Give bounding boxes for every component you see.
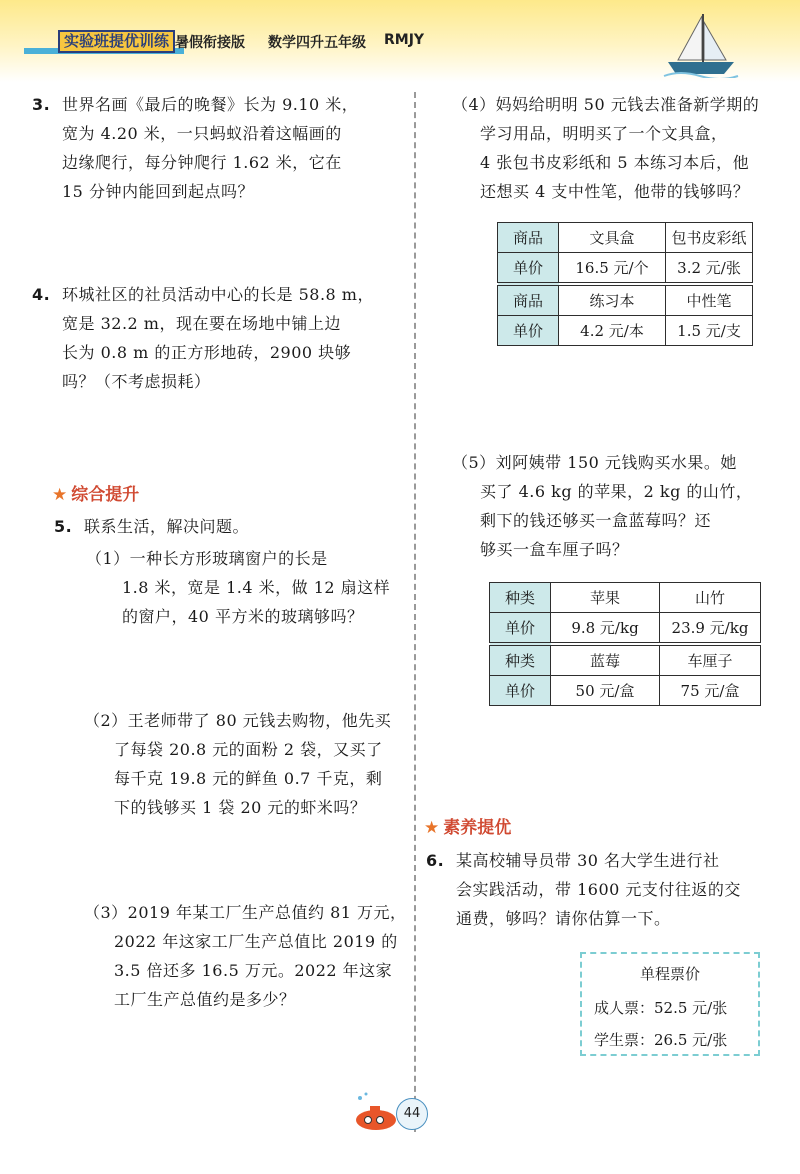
section-title-comprehensive (52, 480, 139, 505)
text-line: 剩下的钱还够买一盒蓝莓吗？还 (480, 511, 712, 530)
text-line: 环城社区的社员活动中心的长是 58.8 m， (62, 285, 374, 304)
table-cell: 4.2 元/本 (559, 316, 666, 346)
table-cell: 种类 (490, 583, 551, 613)
edition-label: 暑假衔接版 (175, 35, 245, 51)
text-line: 还想买 4 支中性笔，他带的钱够吗？ (480, 182, 750, 201)
table-cell: 文具盒 (559, 223, 666, 253)
text-line: 4 张包书皮彩纸和 5 本练习本后，他 (480, 153, 750, 172)
fare-title: 单程票价 (640, 965, 701, 983)
question-number: 5. (54, 517, 73, 536)
text-line: 宽为 4.20 米，一只蚂蚁沿着这幅画的 (62, 124, 342, 143)
text-line: 下的钱够买 1 袋 20 元的虾米吗？ (114, 798, 367, 817)
adult-fare: 成人票：52.5 元/张 (594, 999, 728, 1017)
text-line: 1.8 米，宽是 1.4 米，做 12 扇这样 (122, 578, 391, 597)
table-cell: 商品 (498, 223, 559, 253)
column-divider (414, 92, 416, 1132)
text-line: （5）刘阿姨带 150 元钱购买水果。她 (452, 453, 737, 472)
page-number: 44 (396, 1098, 428, 1130)
table-cell: 单价 (490, 676, 551, 706)
edition-code: RMJY (384, 32, 425, 48)
text-line: 某高校辅导员带 30 名大学生进行社 (456, 851, 720, 870)
question-5-part-3 (84, 898, 407, 1014)
table-row (498, 253, 753, 285)
table-cell: 蓝莓 (551, 644, 660, 676)
table-cell: 单价 (490, 613, 551, 645)
text-line: 每千克 19.8 元的鲜鱼 0.7 千克，剩 (114, 769, 383, 788)
table-cell: 练习本 (559, 284, 666, 316)
table-cell: 包书皮彩纸 (666, 223, 753, 253)
fruit-price-table (489, 582, 761, 706)
text-line: 会实践活动，带 1600 元支付往返的交 (456, 880, 741, 899)
text-line: 边缘爬行，每分钟爬行 1.62 米，它在 (62, 153, 342, 172)
question-5-part-1 (86, 544, 390, 631)
series-brand: 实验班提优训练 (58, 30, 175, 53)
submarine-icon (352, 1090, 402, 1134)
question-4 (32, 280, 374, 396)
text-line: 够买一盒车厘子吗？ (480, 540, 629, 559)
text-line: 学习用品，明明买了一个文具盒， (480, 124, 728, 143)
text-line: （1）一种长方形玻璃窗户的长是 (86, 549, 328, 568)
text-line: （4）妈妈给明明 50 元钱去准备新学期的 (452, 95, 760, 114)
table-row (498, 316, 753, 346)
text-line: 15 分钟内能回到起点吗？ (62, 182, 254, 201)
question-5-part-4 (452, 90, 759, 206)
table-cell: 1.5 元/支 (666, 316, 753, 346)
text-line: 通费，够吗？请你估算一下。 (456, 909, 671, 928)
text-line: 宽是 32.2 m，现在要在场地中铺上边 (62, 314, 341, 333)
text-line: 世界名画《最后的晚餐》长为 9.10 米， (62, 95, 359, 114)
section-title-text: 综合提升 (71, 485, 140, 505)
table-cell: 车厘子 (660, 644, 761, 676)
text-line: （2）王老师带了 80 元钱去购物，他先买 (84, 711, 392, 730)
question-3 (32, 90, 359, 206)
table-cell: 山竹 (660, 583, 761, 613)
question-5-part-5 (452, 448, 752, 564)
table-row (490, 644, 761, 676)
text-line: 联系生活，解决问题。 (84, 517, 250, 536)
sailboat-icon (660, 12, 740, 78)
table-row (498, 223, 753, 253)
table-cell: 9.8 元/kg (551, 613, 660, 645)
table-row (490, 676, 761, 706)
table-cell: 75 元/盒 (660, 676, 761, 706)
table-cell: 商品 (498, 284, 559, 316)
section-title-text: 素养提优 (443, 818, 512, 838)
table-cell: 3.2 元/张 (666, 253, 753, 285)
text-line: 3.5 倍还多 16.5 万元。2022 年这家 (114, 961, 393, 980)
table-row (490, 583, 761, 613)
question-number: 4. (32, 285, 51, 304)
text-line: 买了 4.6 kg 的苹果，2 kg 的山竹， (480, 482, 753, 501)
student-fare: 学生票：26.5 元/张 (594, 1031, 728, 1049)
stationery-price-table (497, 222, 753, 346)
fare-box (580, 952, 760, 1056)
text-line: 吗？（不考虑损耗） (62, 372, 211, 391)
question-5-intro (54, 512, 250, 541)
table-row (490, 613, 761, 645)
question-6 (426, 846, 741, 933)
question-number: 6. (426, 851, 445, 870)
text-line: 2022 年这家工厂生产总值比 2019 的 (114, 932, 398, 951)
text-line: 了每袋 20.8 元的面粉 2 袋，又买了 (114, 740, 383, 759)
table-cell: 16.5 元/个 (559, 253, 666, 285)
text-line: 的窗户，40 平方米的玻璃够吗？ (122, 607, 364, 626)
text-line: 工厂生产总值约是多少？ (114, 990, 296, 1009)
table-row (498, 284, 753, 316)
table-cell: 单价 (498, 253, 559, 285)
text-line: 长为 0.8 m 的正方形地砖，2900 块够 (62, 343, 352, 362)
table-cell: 中性笔 (666, 284, 753, 316)
star-icon: ★ (52, 485, 68, 505)
star-icon: ★ (424, 818, 440, 838)
table-cell: 种类 (490, 644, 551, 676)
table-cell: 23.9 元/kg (660, 613, 761, 645)
question-number: 3. (32, 95, 51, 114)
grade-label: 数学四升五年级 (268, 35, 366, 51)
table-cell: 单价 (498, 316, 559, 346)
text-line: （3）2019 年某工厂生产总值约 81 万元， (84, 903, 407, 922)
table-cell: 50 元/盒 (551, 676, 660, 706)
table-cell: 苹果 (551, 583, 660, 613)
question-5-part-2 (84, 706, 391, 822)
section-title-literacy (424, 813, 511, 838)
